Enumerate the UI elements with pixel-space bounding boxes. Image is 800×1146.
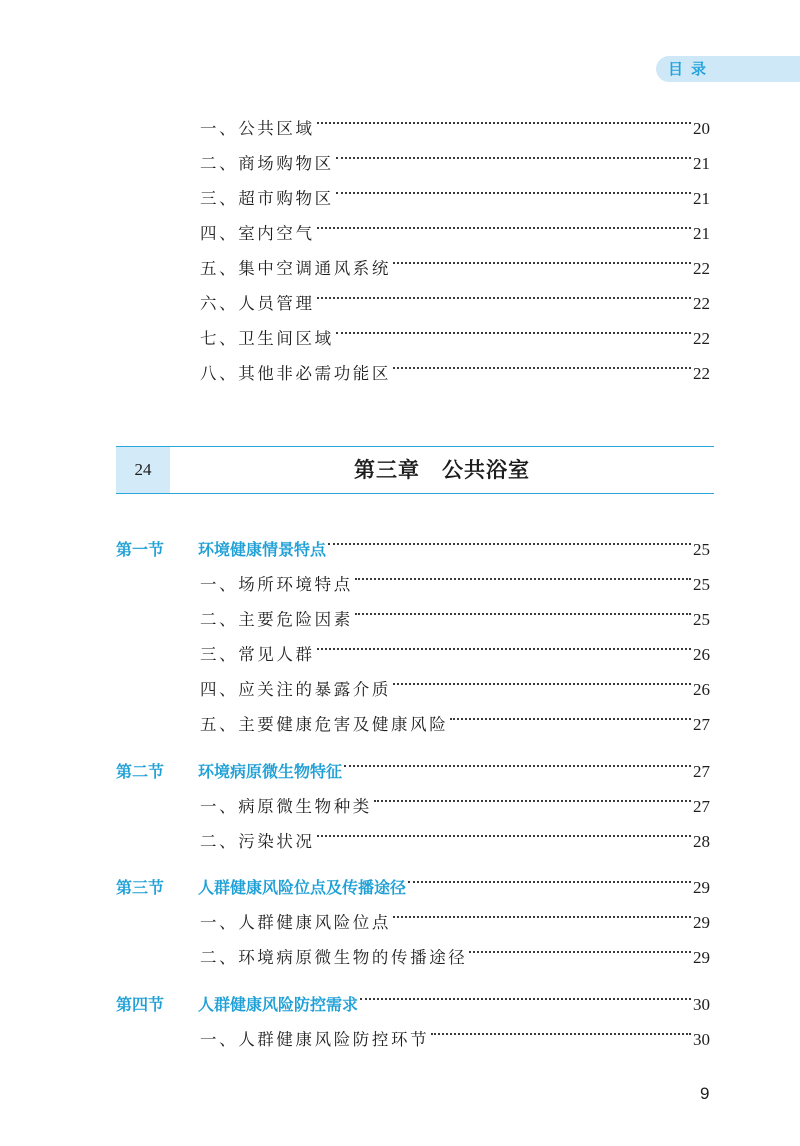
toc-section[interactable] (116, 535, 710, 565)
dot-leader (317, 297, 691, 299)
toc-entry-text: 一、病原微生物种类 (200, 797, 372, 816)
toc-entry[interactable] (200, 605, 710, 635)
section-title: 人群健康风险位点及传播途径 (198, 878, 407, 897)
dot-leader (469, 951, 691, 953)
toc-entry-page: 21 (693, 154, 710, 173)
toc-entry-page: 25 (693, 610, 710, 629)
toc-entry-text: 三、常见人群 (200, 645, 315, 664)
section-label: 第二节 (116, 762, 165, 781)
dot-leader (355, 578, 691, 580)
toc-entry-page: 26 (693, 645, 710, 664)
toc-entry-text: 二、商场购物区 (200, 154, 334, 173)
dot-leader (450, 718, 691, 720)
section-title: 环境健康情景特点 (198, 540, 327, 559)
section-page: 25 (693, 540, 710, 559)
toc-entry-text: 四、应关注的暴露介质 (200, 680, 391, 699)
toc-entry[interactable] (200, 827, 710, 857)
dot-leader (374, 800, 691, 802)
toc-entry-text: 一、公共区域 (200, 119, 315, 138)
toc-entry-text: 二、污染状况 (200, 832, 315, 851)
section-page: 27 (693, 762, 710, 781)
toc-entry-text: 二、主要危险因素 (200, 610, 353, 629)
toc-entry[interactable] (200, 908, 710, 938)
toc-entry-page: 22 (693, 294, 710, 313)
chapter-rule-bottom (116, 493, 714, 494)
toc-entry-text: 六、人员管理 (200, 294, 315, 313)
toc-entry-text: 四、室内空气 (200, 224, 315, 243)
toc-entry-page: 27 (693, 797, 710, 816)
dot-leader (344, 765, 691, 767)
toc-entry[interactable] (200, 943, 710, 973)
toc-entry-page: 29 (693, 913, 710, 932)
toc-entry[interactable] (200, 184, 710, 214)
toc-entry-page: 22 (693, 329, 710, 348)
toc-entry[interactable] (200, 570, 710, 600)
toc-entry[interactable] (200, 149, 710, 179)
section-label: 第四节 (116, 995, 165, 1014)
dot-leader (336, 192, 691, 194)
dot-leader (355, 613, 691, 615)
dot-leader (393, 683, 691, 685)
section-title: 环境病原微生物特征 (198, 762, 343, 781)
dot-leader (336, 332, 691, 334)
toc-entry-text: 七、卫生间区域 (200, 329, 334, 348)
section-label: 第一节 (116, 540, 165, 559)
toc-entry[interactable] (200, 359, 710, 389)
dot-leader (336, 157, 691, 159)
dot-leader (431, 1033, 691, 1035)
toc-entry-page: 29 (693, 948, 710, 967)
toc-entry-text: 一、人群健康风险防控环节 (200, 1030, 430, 1049)
dot-leader (393, 262, 691, 264)
toc-entry-page: 22 (693, 364, 710, 383)
dot-leader (360, 998, 691, 1000)
toc-section[interactable] (116, 990, 710, 1020)
toc-entry-text: 一、人群健康风险位点 (200, 913, 391, 932)
toc-entry-page: 28 (693, 832, 710, 851)
dot-leader (317, 648, 691, 650)
toc-entry-text: 五、集中空调通风系统 (200, 259, 391, 278)
section-title: 人群健康风险防控需求 (198, 995, 359, 1014)
toc-entry-page: 27 (693, 715, 710, 734)
dot-leader (328, 543, 691, 545)
section-tab-label: 目录 (668, 60, 715, 78)
toc-entry-text: 一、场所环境特点 (200, 575, 353, 594)
toc-entry[interactable] (200, 675, 710, 705)
toc-entry-page: 21 (693, 224, 710, 243)
dot-leader (317, 227, 691, 229)
section-label: 第三节 (116, 878, 165, 897)
dot-leader (393, 916, 691, 918)
toc-entry-page: 30 (693, 1030, 710, 1049)
toc-entry-text: 五、主要健康危害及健康风险 (200, 715, 449, 734)
toc-entry-text: 八、其他非必需功能区 (200, 364, 391, 383)
section-page: 29 (693, 878, 710, 897)
toc-entry[interactable] (200, 219, 710, 249)
toc-entry[interactable] (200, 640, 710, 670)
toc-section[interactable] (116, 757, 710, 787)
dot-leader (317, 835, 691, 837)
toc-entry-page: 21 (693, 189, 710, 208)
toc-entry-page: 25 (693, 575, 710, 594)
toc-entry[interactable] (200, 114, 710, 144)
section-page: 30 (693, 995, 710, 1014)
toc-entry[interactable] (200, 1025, 710, 1055)
chapter-title[interactable]: 第三章 公共浴室 (354, 457, 530, 482)
toc-entry-page: 22 (693, 259, 710, 278)
toc-entry-page: 26 (693, 680, 710, 699)
dot-leader (317, 122, 691, 124)
toc-entry[interactable] (200, 254, 710, 284)
toc-entry-text: 三、超市购物区 (200, 189, 334, 208)
toc-section[interactable] (116, 873, 710, 903)
toc-entry[interactable] (200, 710, 710, 740)
chapter-page: 24 (116, 447, 170, 493)
page-number: 9 (700, 1084, 710, 1103)
dot-leader (408, 881, 691, 883)
toc-entry-text: 二、环境病原微生物的传播途径 (200, 948, 468, 967)
toc-entry[interactable] (200, 792, 710, 822)
toc-entry-page: 20 (693, 119, 710, 138)
dot-leader (393, 367, 691, 369)
toc-entry[interactable] (200, 289, 710, 319)
toc-entry[interactable] (200, 324, 710, 354)
